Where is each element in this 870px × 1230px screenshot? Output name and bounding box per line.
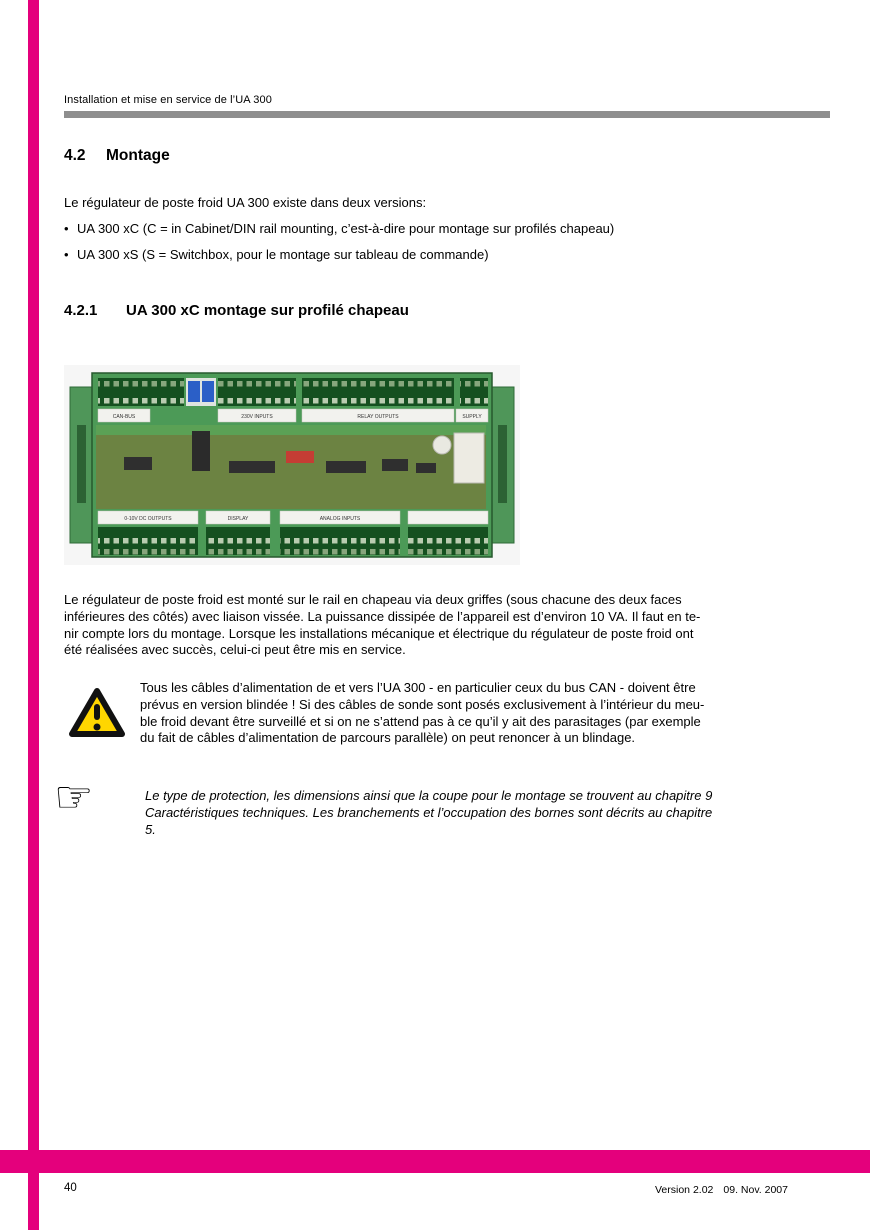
bullet-text: UA 300 xS (S = Switchbox, pour le montage sur tableau de commande): [77, 247, 489, 262]
device-label-display: DISPLAY: [227, 516, 249, 522]
warning-triangle-icon: [68, 686, 126, 740]
section-heading: [64, 147, 170, 165]
note-text: [145, 788, 845, 838]
intro-paragraph: Le régulateur de poste froid UA 300 existe dans deux versions:: [64, 195, 427, 210]
footer-date: 09. Nov. 2007: [723, 1184, 788, 1196]
section-title: Montage: [106, 147, 170, 164]
note-line: 5.: [145, 821, 156, 837]
bullet-glyph: •: [64, 221, 69, 236]
warning-line: ble froid devant être surveillé et si on ne s’attend pas à ce qu’il y ait des parasitages (par exemple: [140, 713, 701, 729]
bullet-item: [64, 247, 489, 262]
section-number: 4.2: [64, 147, 86, 164]
device-label-supply: SUPPLY: [462, 414, 482, 420]
page-header: Installation et mise en service de l’UA 300: [64, 94, 272, 106]
warning-line: du fait de câbles d’alimentation de parcours parallèle) on peut renoncer à un blindage.: [140, 730, 636, 746]
subsection-number: 4.2.1: [64, 302, 98, 319]
accent-bar-left: [28, 0, 39, 1230]
note-line: Le type de protection, les dimensions ainsi que la coupe pour le montage se trouvent au chapitre 9: [145, 788, 713, 803]
paragraph-line: Le régulateur de poste froid est monté sur le rail en chapeau via deux griffes (sous chacune des deux faces: [64, 592, 682, 607]
warning-line: prévus en version blindée ! Si des câbles de sonde sont posés exclusivement à l’intérieur du meu-: [140, 696, 705, 712]
paragraph-line: inférieures des côtés) avec liaison vissée. La puissance dissipée de l’appareil est d’environ 10 VA. Il faut en te-: [64, 608, 701, 624]
accent-bar-bottom: [0, 1150, 870, 1173]
paragraph-line: nir compte lors du montage. Lorsque les installations mécanique et électrique du régulateur de poste froid ont: [64, 625, 694, 641]
bullet-glyph: •: [64, 247, 69, 262]
device-label-analog-inputs: ANALOG INPUTS: [319, 516, 361, 522]
page-number: 40: [64, 1182, 77, 1194]
footer-version-label: Version 2.02: [655, 1184, 714, 1196]
bullet-item: [64, 221, 614, 236]
warning-line: Tous les câbles d’alimentation de et vers l’UA 300 - en particulier ceux du bus CAN - doivent être: [140, 680, 696, 695]
device-label-relay-outputs: RELAY OUTPUTS: [357, 414, 399, 420]
subsection-title: UA 300 xC montage sur profilé chapeau: [126, 302, 409, 319]
bullet-text: UA 300 xC (C = in Cabinet/DIN rail mounting, c’est-à-dire pour montage sur profilés chapeau): [77, 221, 615, 236]
body-paragraph: [64, 592, 700, 659]
warning-text: [140, 680, 840, 747]
device-label-dc-outputs: 0-10V DC OUTPUTS: [124, 516, 172, 522]
subsection-heading: [64, 302, 409, 319]
device-label-can-bus: CAN-BUS: [112, 414, 136, 420]
note-line: Caractéristiques techniques. Les branchements et l’occupation des bornes sont décrits au chapitre: [145, 804, 713, 820]
device-label-230v-inputs: 230V INPUTS: [241, 414, 273, 420]
footer-version: [655, 1184, 788, 1196]
din-rail-controller-image: [64, 365, 520, 565]
paragraph-line: été réalisées avec succès, celui-ci peut être mis en service.: [64, 642, 406, 658]
device-photo: [64, 365, 520, 565]
pointing-hand-icon: ☞: [54, 773, 94, 822]
header-rule: [64, 111, 830, 118]
